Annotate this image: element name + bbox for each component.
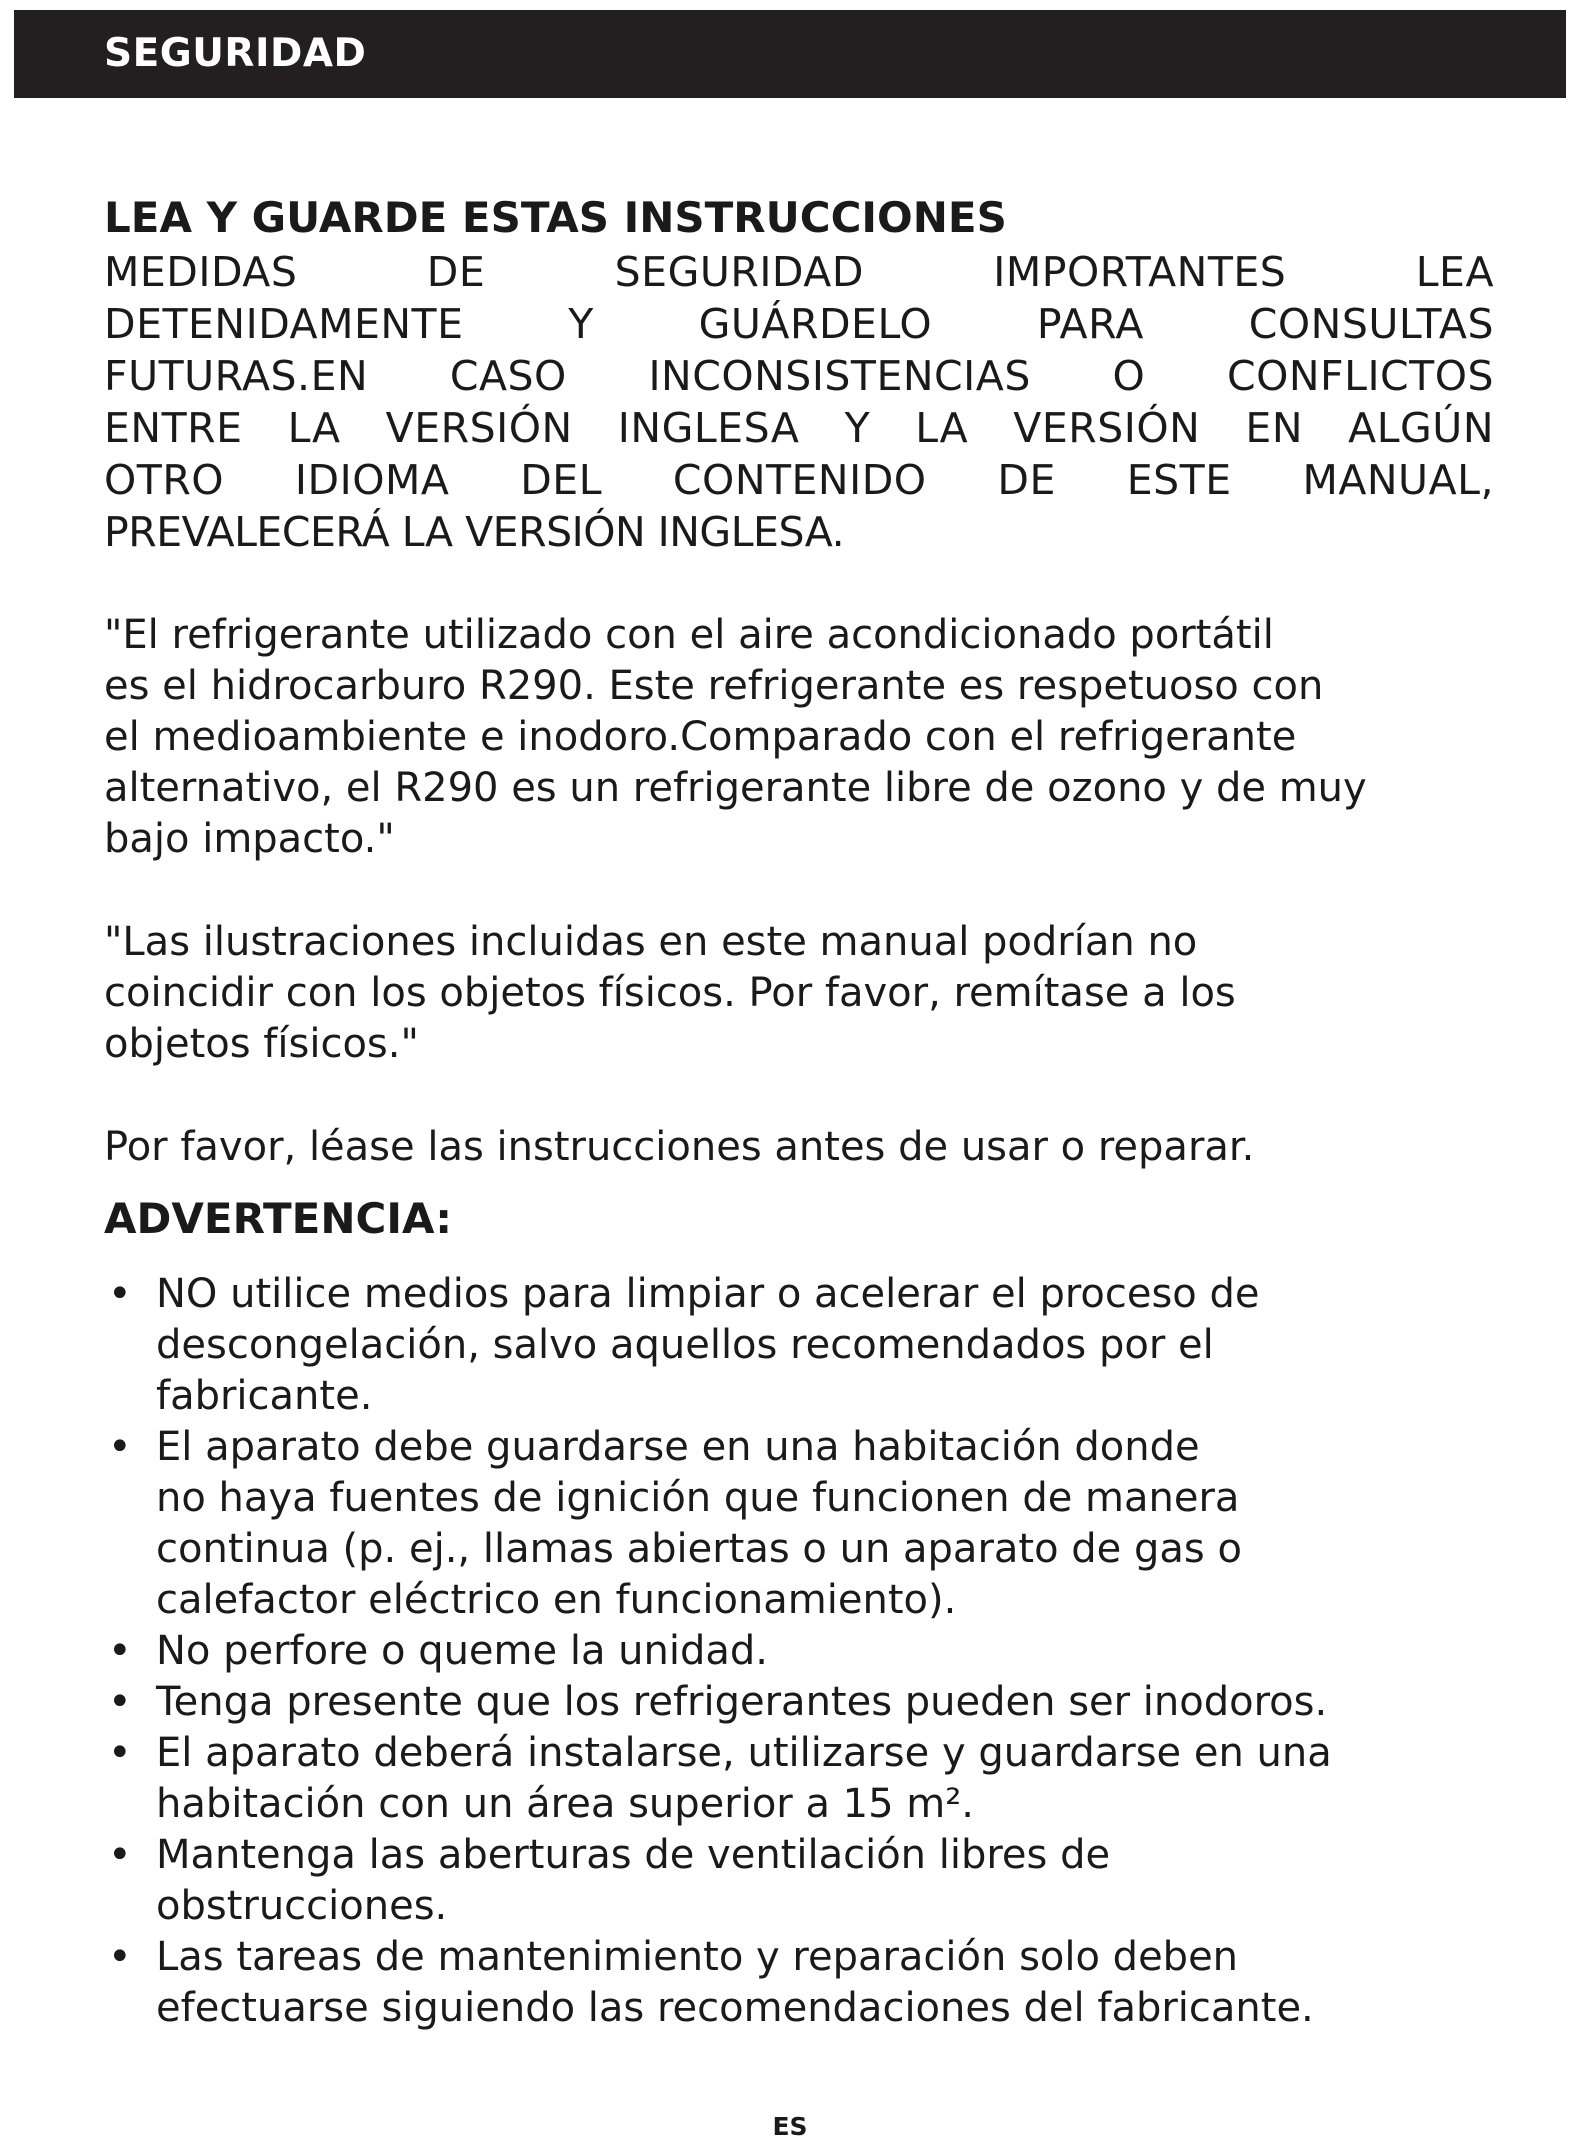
bullet-icon: • [108, 1271, 132, 1317]
bullet-icon: • [108, 1628, 132, 1674]
warning-line: obstrucciones. [156, 1883, 448, 1929]
list-item [104, 1422, 1494, 1626]
safety-notice-line: MEDIDAS DE SEGURIDAD IMPORTANTES LEA [104, 248, 1494, 296]
list-item [104, 1626, 1494, 1677]
refrigerant-line: el medioambiente e inodoro.Comparado con el refrigerante [104, 714, 1297, 760]
warning-line: fabricante. [156, 1373, 373, 1419]
warning-line: El aparato deberá instalarse, utilizarse y guardarse en una [156, 1730, 1332, 1776]
warning-line: continua (p. ej., llamas abiertas o un aparato de gas o [156, 1526, 1242, 1572]
refrigerant-line: es el hidrocarburo R290. Este refrigerante es respetuoso con [104, 663, 1324, 709]
list-item [104, 1932, 1494, 2034]
warning-heading: ADVERTENCIA: [104, 1194, 453, 1243]
language-code: ES [772, 2112, 808, 2141]
list-item [104, 1269, 1494, 1422]
warning-line: NO utilice medios para limpiar o acelerar el proceso de [156, 1271, 1260, 1317]
section-title: SEGURIDAD [104, 31, 367, 76]
list-item [104, 1677, 1494, 1728]
bullet-icon: • [108, 1832, 132, 1878]
list-item [104, 1728, 1494, 1830]
illustrations-paragraph [104, 917, 1494, 1070]
warning-line: Mantenga las aberturas de ventilación libres de [156, 1832, 1111, 1878]
read-first-paragraph [104, 1122, 1494, 1173]
bullet-icon: • [108, 1730, 132, 1776]
warning-line: descongelación, salvo aquellos recomendados por el [156, 1322, 1214, 1368]
safety-notice-line: ENTRE LA VERSIÓN INGLESA Y LA VERSIÓN EN ALGÚN [104, 404, 1494, 452]
bullet-icon: • [108, 1424, 132, 1470]
section-header-bar [14, 10, 1566, 98]
list-item [104, 1830, 1494, 1932]
warning-list [104, 1269, 1494, 2034]
safety-notice [104, 246, 1494, 558]
warning-line: Las tareas de mantenimiento y reparación solo deben [156, 1934, 1239, 1980]
refrigerant-line: bajo impacto." [104, 816, 395, 862]
safety-notice-line: DETENIDAMENTE Y GUÁRDELO PARA CONSULTAS [104, 300, 1494, 348]
warning-line: No perfore o queme la unidad. [156, 1628, 768, 1674]
instructions-heading: LEA Y GUARDE ESTAS INSTRUCCIONES [104, 193, 1007, 242]
warning-line: calefactor eléctrico en funcionamiento). [156, 1577, 957, 1623]
safety-notice-line: PREVALECERÁ LA VERSIÓN INGLESA. [104, 508, 845, 556]
warning-line: habitación con un área superior a 15 m². [156, 1781, 975, 1827]
warning-line: Tenga presente que los refrigerantes pueden ser inodoros. [156, 1679, 1328, 1725]
bullet-icon: • [108, 1679, 132, 1725]
safety-notice-line: OTRO IDIOMA DEL CONTENIDO DE ESTE MANUAL, [104, 456, 1494, 504]
warning-line: no haya fuentes de ignición que funcionen de manera [156, 1475, 1240, 1521]
refrigerant-line: "El refrigerante utilizado con el aire acondicionado portátil [104, 612, 1274, 658]
page-content [104, 190, 1494, 2034]
warning-line: efectuarse siguiendo las recomendaciones del fabricante. [156, 1985, 1314, 2031]
refrigerant-line: alternativo, el R290 es un refrigerante libre de ozono y de muy [104, 765, 1367, 811]
safety-notice-line: FUTURAS.EN CASO INCONSISTENCIAS O CONFLICTOS [104, 352, 1494, 400]
refrigerant-paragraph [104, 610, 1494, 865]
warning-line: El aparato debe guardarse en una habitación donde [156, 1424, 1200, 1470]
illustrations-line: coincidir con los objetos físicos. Por favor, remítase a los [104, 970, 1236, 1016]
illustrations-line: "Las ilustraciones incluidas en este manual podrían no [104, 919, 1198, 965]
illustrations-line: objetos físicos." [104, 1021, 419, 1067]
read-first-line: Por favor, léase las instrucciones antes de usar o reparar. [104, 1124, 1255, 1170]
bullet-icon: • [108, 1934, 132, 1980]
